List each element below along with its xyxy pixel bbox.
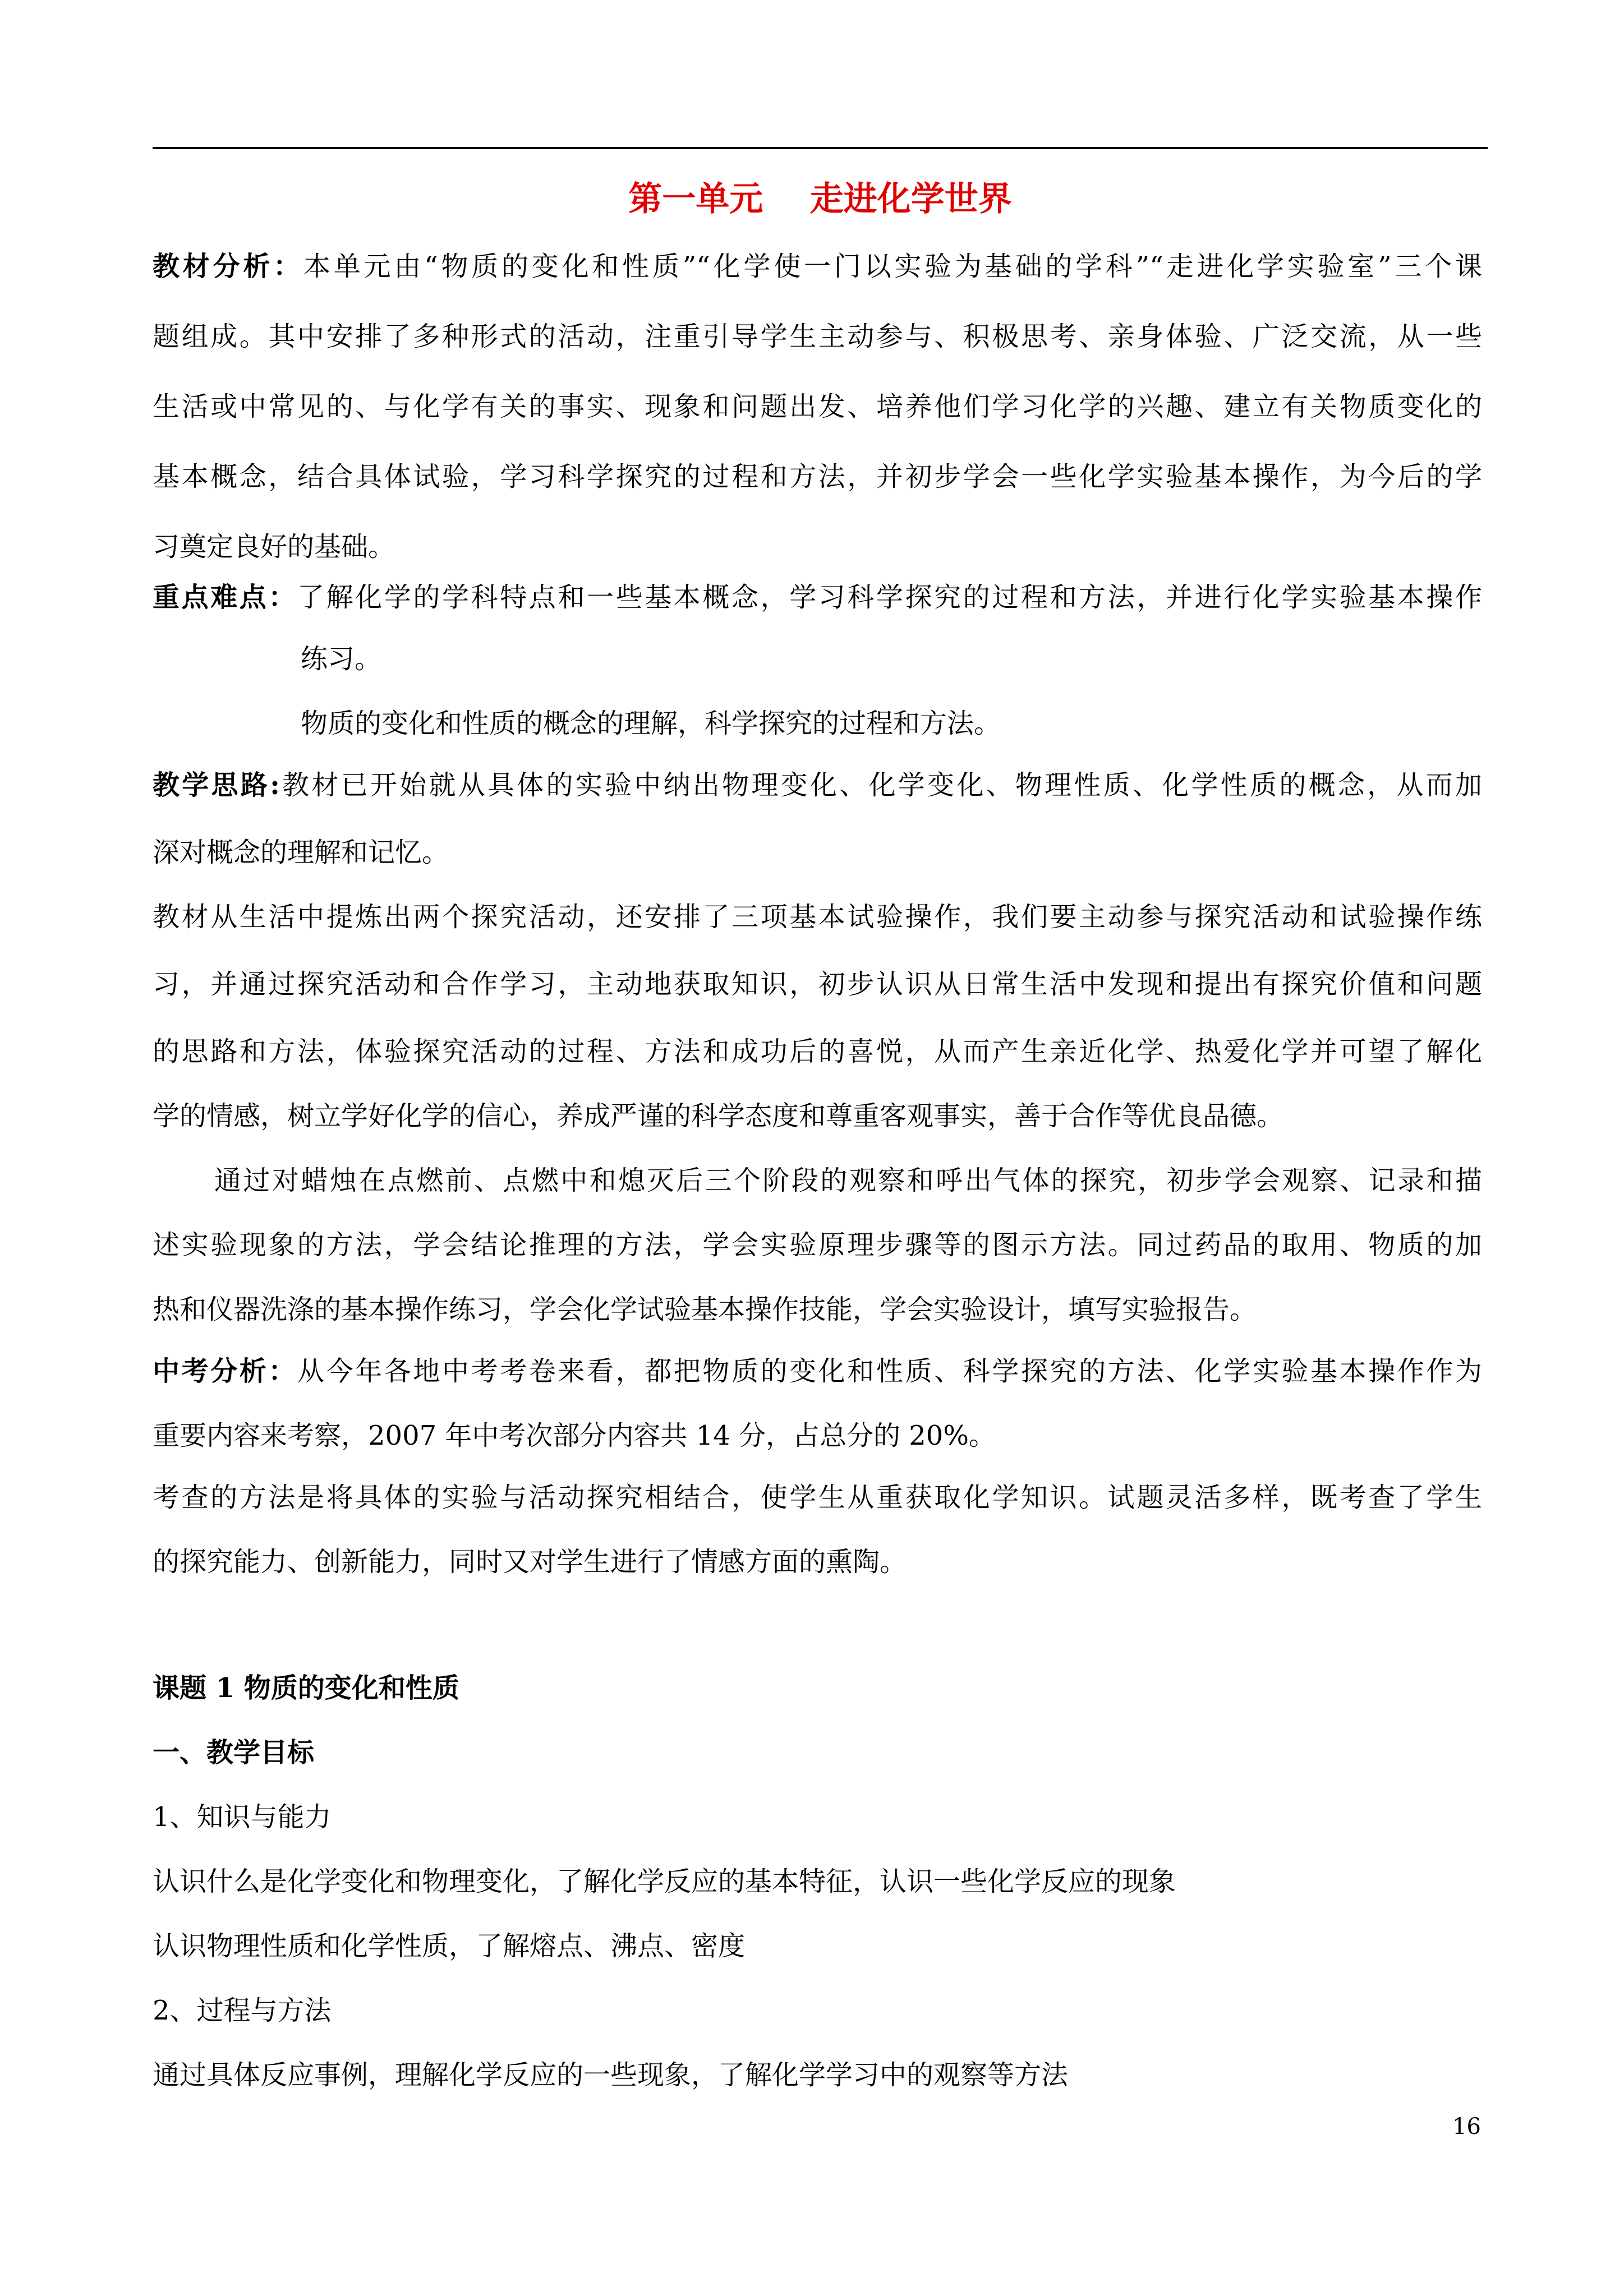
exam-analysis-line-1: 中考分析：从今年各地中考考卷来看，都把物质的变化和性质、科学探究的方法、化学实验基本操作作为 bbox=[153, 1356, 1482, 1387]
lesson-item: 2、过程与方法 bbox=[153, 1995, 332, 2026]
lesson-item: 认识什么是化学变化和物理变化，了解化学反应的基本特征，认识一些化学反应的现象 bbox=[153, 1866, 1176, 1897]
teaching-ideas-p2-line-4: 学的情感，树立学好化学的信心，养成严谨的科学态度和尊重客观事实，善于合作等优良品德。 bbox=[153, 1100, 1284, 1132]
teaching-ideas-p3-line-1: 通过对蜡烛在点燃前、点燃中和熄灭后三个阶段的观察和呼出气体的探究，初步学会观察、记录和描 bbox=[214, 1165, 1482, 1196]
header-rule bbox=[153, 147, 1488, 149]
exam-analysis-p2-line-2: 的探究能力、创新能力，同时又对学生进行了情感方面的熏陶。 bbox=[153, 1546, 907, 1578]
exam-analysis-label: 中考分析： bbox=[153, 1356, 297, 1387]
exam-analysis-p2-line-1: 考查的方法是将具体的实验与活动探究相结合，使学生从重获取化学知识。试题灵活多样，既考查了学生 bbox=[153, 1482, 1482, 1513]
teaching-ideas-p3-line-3: 热和仪器洗涤的基本操作练习，学会化学试验基本操作技能，学会实验设计，填写实验报告。 bbox=[153, 1294, 1257, 1325]
objectives-heading: 一、教学目标 bbox=[153, 1737, 315, 1768]
textbook-analysis-line-3: 生活或中常见的、与化学有关的事实、现象和问题出发、培养他们学习化学的兴趣、建立有关物质变化的 bbox=[153, 391, 1482, 422]
lesson-item: 通过具体反应事例，理解化学反应的一些现象，了解化学学习中的观察等方法 bbox=[153, 2059, 1069, 2091]
page-number: 16 bbox=[1452, 2114, 1481, 2140]
teaching-ideas-label: 教学思路: bbox=[153, 769, 280, 801]
textbook-analysis-line-4: 基本概念，结合具体试验，学习科学探究的过程和方法，并初步学会一些化学实验基本操作，为今后的学 bbox=[153, 461, 1482, 492]
key-points-line-2: 练习。 bbox=[301, 643, 382, 675]
teaching-ideas-p2-line-2: 习，并通过探究活动和合作学习，主动地获取知识，初步认识从日常生活中发现和提出有探究价值和问题 bbox=[153, 969, 1482, 1000]
textbook-analysis-line-2: 题组成。其中安排了多种形式的活动，注重引导学生主动参与、积极思考、亲身体验、广泛交流，从一些 bbox=[153, 321, 1482, 352]
lesson-item: 1、知识与能力 bbox=[153, 1801, 332, 1833]
textbook-analysis-line-1: 教材分析：本单元由“物质的变化和性质”“化学使一门以实验为基础的学科”“走进化学实验室”三个课 bbox=[153, 251, 1482, 282]
textbook-analysis-line-5: 习奠定良好的基础。 bbox=[153, 531, 395, 563]
key-points-line-3: 物质的变化和性质的概念的理解，科学探究的过程和方法。 bbox=[301, 708, 1001, 739]
exam-analysis-line-2: 重要内容来考察，2007 年中考次部分内容共 14 分，占总分的 20%。 bbox=[153, 1420, 996, 1451]
textbook-analysis-label: 教材分析： bbox=[153, 251, 303, 282]
lesson-item: 认识物理性质和化学性质，了解熔点、沸点、密度 bbox=[153, 1930, 746, 1962]
key-points-label: 重点难点： bbox=[153, 582, 297, 613]
teaching-ideas-p2-line-1: 教材从生活中提炼出两个探究活动，还安排了三项基本试验操作，我们要主动参与探究活动和试验操作练 bbox=[153, 901, 1482, 933]
teaching-ideas-line-1: 教学思路:教材已开始就从具体的实验中纳出物理变化、化学变化、物理性质、化学性质的概念，从而加 bbox=[153, 769, 1482, 801]
teaching-ideas-p2-line-3: 的思路和方法，体验探究活动的过程、方法和成功后的喜悦，从而产生亲近化学、热爱化学并可望了解化 bbox=[153, 1036, 1482, 1067]
teaching-ideas-p3-line-2: 述实验现象的方法，学会结论推理的方法，学会实验原理步骤等的图示方法。同过药品的取用、物质的加 bbox=[153, 1229, 1482, 1261]
teaching-ideas-line-2: 深对概念的理解和记忆。 bbox=[153, 837, 449, 868]
unit-title: 第一单元 走进化学世界 bbox=[628, 179, 1012, 219]
key-points-line-1: 重点难点：了解化学的学科特点和一些基本概念，学习科学探究的过程和方法，并进行化学实验基本操作 bbox=[153, 582, 1482, 613]
lesson-title: 课题 1 物质的变化和性质 bbox=[153, 1672, 459, 1704]
